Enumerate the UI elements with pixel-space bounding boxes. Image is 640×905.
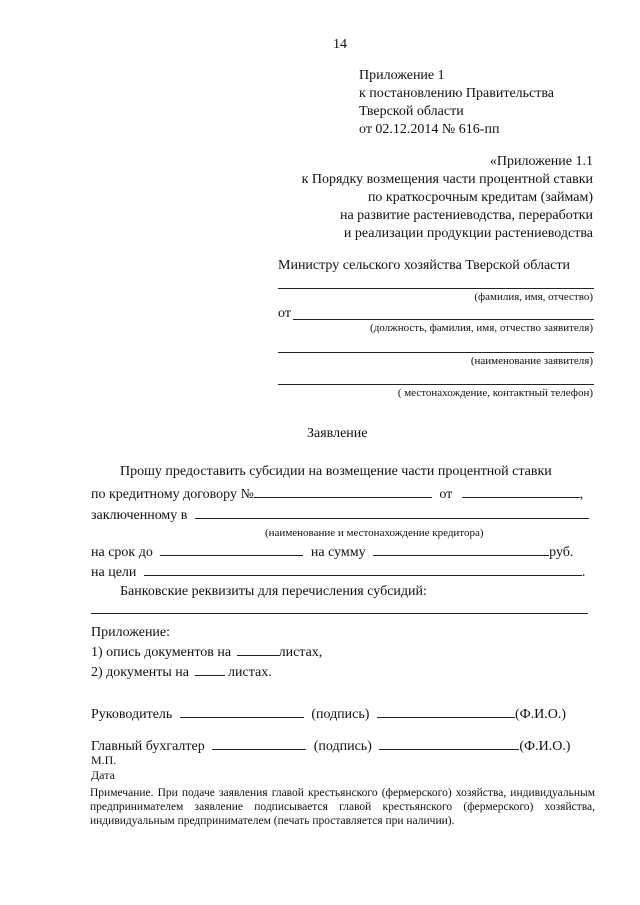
purpose-field[interactable] xyxy=(144,563,582,576)
accountant-label: Главный бухгалтер xyxy=(91,739,205,754)
request-line: Прошу предоставить субсидии на возмещение части процентной ставки xyxy=(120,464,552,479)
period: . xyxy=(581,565,586,580)
applicant-name-field-line[interactable] xyxy=(278,352,594,353)
signature-hint: (подпись) xyxy=(311,707,370,722)
appendix-line: к постановлению Правительства xyxy=(359,86,555,101)
sub-appendix-line: и реализации продукции растениеводства xyxy=(343,226,593,241)
sub-appendix-line: на развитие растениеводства, переработки xyxy=(339,208,593,223)
term-field[interactable] xyxy=(160,543,303,556)
fio-hint: (Ф.И.О.) xyxy=(519,739,571,754)
page-number: 14 xyxy=(333,37,347,52)
concluded-line xyxy=(91,506,589,524)
attachment-item-2 xyxy=(91,663,272,681)
head-fio-field[interactable] xyxy=(377,705,515,718)
accountant-signature-field[interactable] xyxy=(212,737,306,750)
sub-appendix-line: по краткосрочным кредитам (займам) xyxy=(367,190,593,205)
applicant-name-hint: (наименование заявителя) xyxy=(470,355,593,367)
rub-label: руб. xyxy=(549,545,574,560)
bank-details-label: Банковские реквизиты для перечисления субсидий: xyxy=(120,584,427,599)
fio-hint: (Ф.И.О.) xyxy=(514,707,567,722)
position-field-line[interactable] xyxy=(293,319,594,320)
head-signature-line xyxy=(91,705,566,723)
attachment-item-1 xyxy=(91,643,322,661)
creditor-field[interactable] xyxy=(195,506,589,519)
term-line xyxy=(91,543,573,561)
document-title: Заявление xyxy=(307,426,368,441)
position-hint: (должность, фамилия, имя, отчество заявителя) xyxy=(370,322,593,334)
bank-details-field-line[interactable] xyxy=(91,613,588,614)
concluded-label: заключенному в xyxy=(91,508,188,523)
from-label: от xyxy=(278,306,291,321)
inventory-pages-field[interactable] xyxy=(237,643,279,656)
credit-line xyxy=(91,485,583,503)
location-field-line[interactable] xyxy=(278,384,594,385)
head-label: Руководитель xyxy=(91,707,173,722)
term-label: на срок до xyxy=(91,545,153,560)
accountant-fio-field[interactable] xyxy=(379,737,519,750)
stamp-label: М.П. xyxy=(91,753,117,767)
contract-date-field[interactable] xyxy=(462,485,580,498)
sub-appendix-line: к Порядку возмещения части процентной ставки xyxy=(301,172,593,187)
creditor-hint: (наименование и местонахождение кредитора) xyxy=(265,527,484,539)
attachment-item-2-suffix: листах. xyxy=(228,665,272,680)
date-label: Дата xyxy=(91,768,115,782)
purpose-label: на цели xyxy=(91,565,137,580)
contract-number-field[interactable] xyxy=(254,485,432,498)
appendix-line: от 02.12.2014 № 616-пп xyxy=(359,122,500,137)
fio-field-line[interactable] xyxy=(278,288,594,289)
sum-label: на сумму xyxy=(310,545,366,560)
signature-hint: (подпись) xyxy=(313,739,372,754)
appendix-line: Приложение 1 xyxy=(359,68,445,83)
sum-field[interactable] xyxy=(373,543,549,556)
attachment-item-2-text: 2) документы на xyxy=(91,665,189,680)
sub-appendix-line: «Приложение 1.1 xyxy=(489,154,593,169)
attachment-item-1-suffix: листах, xyxy=(278,645,323,660)
credit-label: по кредитному договору № xyxy=(91,487,254,502)
attachment-item-1-text: 1) опись документов на xyxy=(91,645,232,660)
head-signature-field[interactable] xyxy=(180,705,304,718)
minister-line: Министру сельского хозяйства Тверской области xyxy=(278,258,571,273)
accountant-signature-line xyxy=(91,737,570,755)
appendix-line: Тверской области xyxy=(359,104,464,119)
footnote: Примечание. При подаче заявления главой крестьянского (фермерского) хозяйства, индивидуальным предпринимателем заявление подписывается главой крестьянского (фермерского) хозяйства, индивидуальным предпринимателем (печать проставляется при наличии). xyxy=(90,787,595,827)
location-hint: ( местонахождение, контактный телефон) xyxy=(397,387,593,399)
contract-from-label: от xyxy=(439,487,453,502)
purpose-line xyxy=(91,563,585,581)
attachments-heading: Приложение: xyxy=(91,625,171,640)
fio-hint: (фамилия, имя, отчество) xyxy=(474,291,593,303)
comma: , xyxy=(579,487,584,502)
documents-pages-field[interactable] xyxy=(195,663,225,676)
